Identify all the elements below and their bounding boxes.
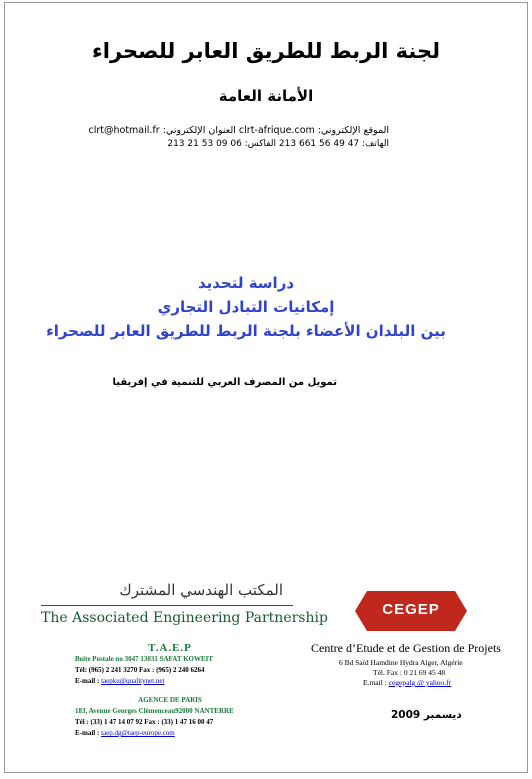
org-subtitle: الأمانة العامة xyxy=(218,87,314,105)
study-title-line3: بين البلدان الأعضاء بلجنة الربط للطريق العابر للصحراء xyxy=(46,322,446,340)
agency-address: 183, Avenue Georges Clémenceau92000 NANTERRE xyxy=(75,707,234,715)
contact-line-web-email: الموقع الإلكتروني: clrt-afrique.com العنوان الإلكتروني: clrt@hotmail.fr xyxy=(88,125,389,136)
cegep-email-link[interactable]: cegepalg @ yahoo.fr xyxy=(388,678,452,687)
agency-email-label: E-mail : xyxy=(75,729,102,737)
document-page xyxy=(4,2,528,773)
taep-address: Boite Postale no 3047 13031 SAFAT KOWEIT xyxy=(75,655,214,663)
cegep-logo-text: CEGEP xyxy=(382,601,440,618)
aep-logo xyxy=(41,581,328,626)
cegep-logo xyxy=(355,591,467,631)
aep-logo-arabic: المكتب الهندسي المشترك xyxy=(119,581,283,599)
study-title xyxy=(45,271,447,343)
taep-email-link[interactable]: taepku@qualitynet.net xyxy=(101,677,165,685)
funding-note: تمويل من المصرف العربي للتنمية في إفريقيا xyxy=(112,377,337,388)
cegep-address: 6 Bd Saïd Hamdine Hydra Alger, Algérie xyxy=(339,658,463,667)
study-title-line2: إمكانيات التبادل التجاري xyxy=(157,298,335,316)
cegep-contact-block xyxy=(311,641,511,688)
cegep-email-row xyxy=(311,678,511,688)
agency-email-row xyxy=(75,728,265,739)
document-date: ديسمبر 2009 xyxy=(391,709,462,721)
taep-email-row xyxy=(75,676,265,687)
cegep-phone: Tél. Fax : 0 21 69 45 48 xyxy=(373,668,446,677)
study-title-line1: دراسة لتحديد xyxy=(197,274,295,292)
taep-title: T.A.E.P xyxy=(148,642,192,654)
taep-contact-block xyxy=(75,643,265,739)
agency-email-link[interactable]: taep.dg@taep-europe.com xyxy=(101,729,175,737)
taep-phone: Tél: (965) 2 241 3270 Fax : (965) 2 240 6264 xyxy=(75,666,205,674)
org-title: لجنة الربط للطريق العابر للصحراء xyxy=(92,39,440,63)
cegep-name: Centre d’Etude et de Gestion de Projets xyxy=(311,641,501,655)
contact-line-phone-fax: الهاتف: 47 49 56 661 213 الفاكس: 06 09 53 21 213 xyxy=(167,139,389,149)
aep-logo-rule xyxy=(41,605,293,606)
agency-phone: Tél : (33) 1 47 14 07 92 Fax : (33) 1 47 16 00 47 xyxy=(75,718,214,726)
cegep-email-label: E.mail : xyxy=(363,678,389,687)
agency-title: AGENCE DE PARIS xyxy=(138,696,202,704)
taep-email-label: E-mail : xyxy=(75,677,102,685)
aep-logo-english: The Associated Engineering Partnership xyxy=(41,610,328,626)
